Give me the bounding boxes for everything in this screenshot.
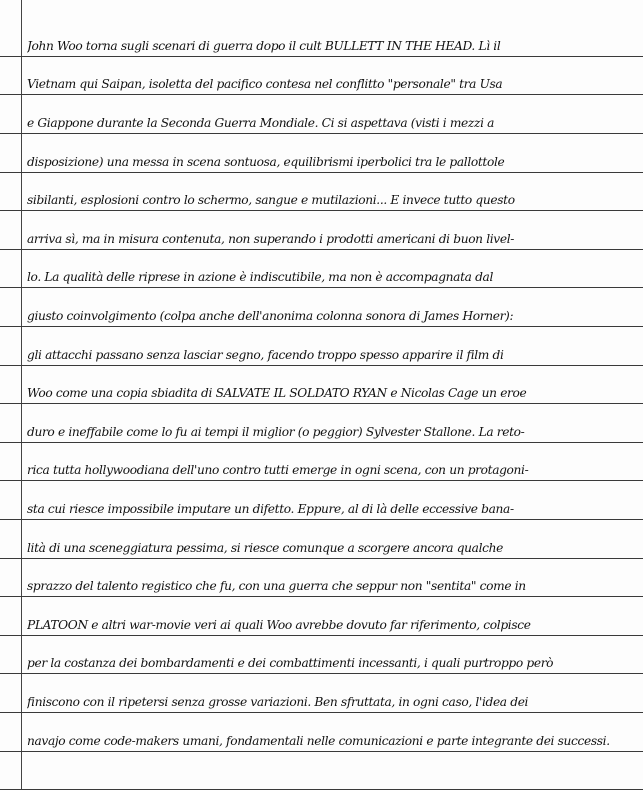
handwritten-line: sibilanti, esplosioni contro lo schermo, sangue e mutilazioni... E invece tutto questo [27, 193, 515, 207]
ruled-line [0, 443, 643, 481]
handwritten-line: Vietnam qui Saipan, isoletta del pacifico contesa nel conflitto "personale" tra Usa [27, 77, 503, 91]
handwritten-line: Woo come una copia sbiadita di SALVATE IL SOLDATO RYAN e Nicolas Cage un eroe [27, 386, 527, 400]
ruled-line [0, 173, 643, 211]
handwritten-line: arriva sì, ma in misura contenuta, non superando i prodotti americani di buon livel- [27, 232, 515, 246]
handwritten-line: duro e ineffabile come lo fu ai tempi il miglior (o peggior) Sylvester Stallone. La reto- [27, 425, 525, 439]
ruled-line [0, 289, 643, 327]
handwritten-line: lità di una sceneggiatura pessima, si riesce comunque a scorgere ancora qualche [27, 541, 503, 555]
handwritten-line: sprazzo del talento registico che fu, con una guerra che seppur non "sentita" come in [27, 579, 526, 593]
ruled-line [0, 636, 643, 674]
handwritten-line: finiscono con il ripetersi senza grosse variazioni. Ben sfruttata, in ogni caso, l'idea dei [27, 695, 529, 709]
handwritten-line: gli attacchi passano senza lasciar segno, facendo troppo spesso apparire il film di [27, 348, 504, 362]
handwritten-line: giusto coinvolgimento (colpa anche dell'anonima colonna sonora di James Horner): [27, 309, 514, 323]
ruled-line [0, 96, 643, 134]
ruled-line [0, 250, 643, 288]
ruled-line [0, 714, 643, 752]
ruled-line [0, 135, 643, 173]
ruled-line [0, 598, 643, 636]
ruled-line [0, 212, 643, 250]
ruled-line [0, 559, 643, 597]
handwritten-line: lo. La qualità delle riprese in azione è indiscutibile, ma non è accompagnata dal [27, 270, 493, 284]
ruled-line [0, 675, 643, 713]
ruled-line [0, 57, 643, 95]
handwritten-line: disposizione) una messa in scena sontuosa, equilibrismi iperbolici tra le pallottole [27, 155, 505, 169]
handwritten-line: per la costanza dei bombardamenti e dei combattimenti incessanti, i quali purtroppo però [27, 656, 554, 670]
handwritten-line: sta cui riesce impossibile imputare un difetto. Eppure, al di là delle eccessive bana- [27, 502, 514, 516]
ruled-line [0, 752, 643, 790]
ruled-line [0, 328, 643, 366]
ruled-line [0, 19, 643, 57]
ruled-line [0, 482, 643, 520]
ruled-line [0, 405, 643, 443]
handwritten-line: PLATOON e altri war-movie veri ai quali Woo avrebbe dovuto far riferimento, colpisce [27, 618, 531, 632]
handwritten-line: navajo come code-makers umani, fondamentali nelle comunicazioni e parte integrante dei successi. [27, 734, 610, 748]
ruled-line [0, 366, 643, 404]
handwritten-line: rica tutta hollywoodiana dell'uno contro tutti emerge in ogni scena, con un protagoni- [27, 463, 529, 477]
ruled-line [0, 521, 643, 559]
handwritten-line: e Giappone durante la Seconda Guerra Mondiale. Ci si aspettava (visti i mezzi a [27, 116, 495, 130]
handwritten-line: John Woo torna sugli scenari di guerra dopo il cult BULLETT IN THE HEAD. Lì il [27, 39, 501, 53]
